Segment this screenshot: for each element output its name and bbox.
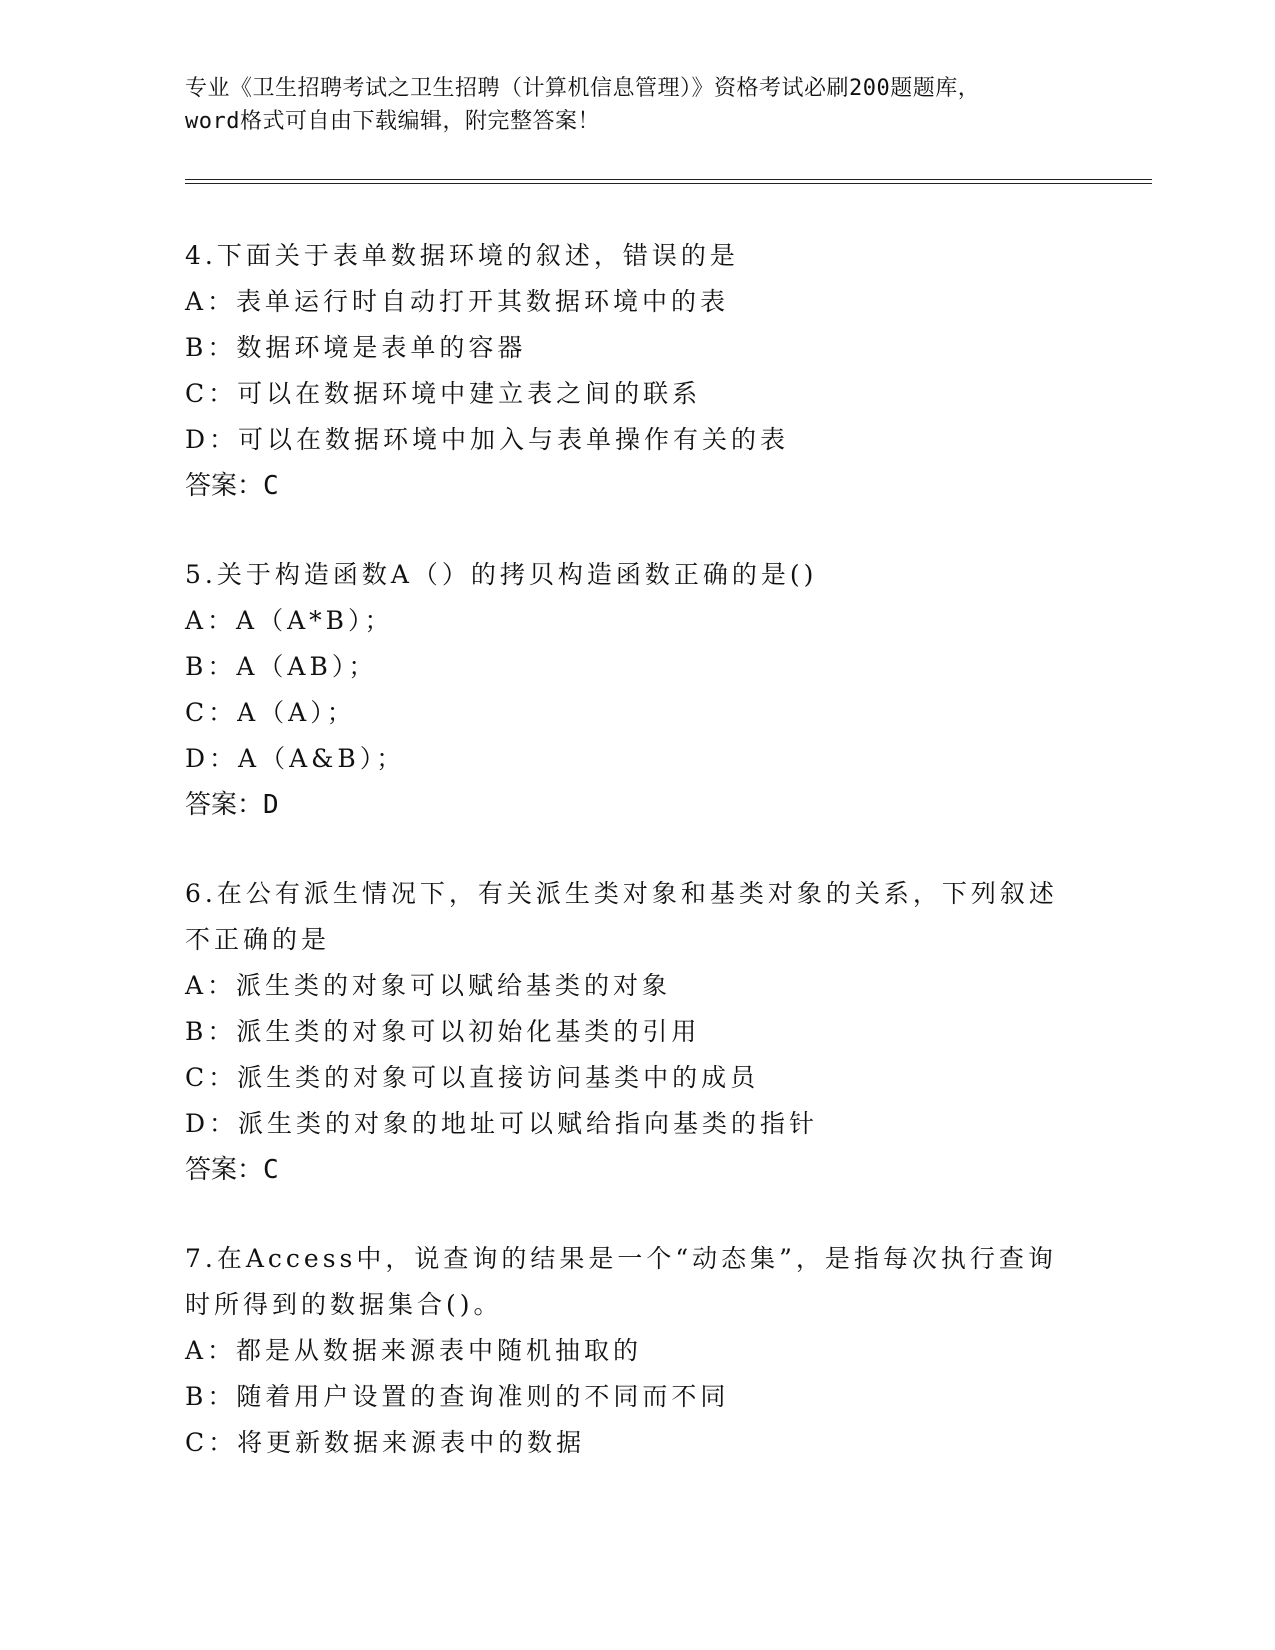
answer: 答案：C bbox=[185, 1155, 279, 1185]
option-b: B：派生类的对象可以初始化基类的引用 bbox=[185, 1017, 701, 1046]
question-stem: 4.下面关于表单数据环境的叙述，错误的是 bbox=[185, 241, 739, 270]
question-stem: 5.关于构造函数A（）的拷贝构造函数正确的是() bbox=[185, 560, 818, 589]
option-d: D：可以在数据环境中加入与表单操作有关的表 bbox=[185, 425, 790, 454]
option-c: C：派生类的对象可以直接访问基类中的成员 bbox=[185, 1063, 760, 1092]
header-divider-top bbox=[185, 179, 1152, 180]
option-a: A：A（A*B）； bbox=[185, 606, 394, 635]
option-a: A：都是从数据来源表中随机抽取的 bbox=[185, 1336, 643, 1365]
option-b: B：A（AB）； bbox=[185, 652, 378, 681]
option-b: B：数据环境是表单的容器 bbox=[185, 333, 527, 362]
question-6 bbox=[185, 871, 1085, 1193]
option-a: A：派生类的对象可以赋给基类的对象 bbox=[185, 971, 672, 1000]
option-d: D：A（A&B）； bbox=[185, 744, 406, 773]
document-header bbox=[185, 72, 1085, 138]
question-stem: 7.在Access中，说查询的结果是一个“动态集”，是指每次执行查询 bbox=[185, 1244, 1057, 1273]
option-c: C：A（A）； bbox=[185, 698, 356, 727]
answer: 答案：C bbox=[185, 471, 279, 501]
option-d: D：派生类的对象的地址可以赋给指向基类的指针 bbox=[185, 1109, 819, 1138]
header-line-2: word格式可自由下载编辑，附完整答案！ bbox=[185, 109, 600, 134]
question-stem: 6.在公有派生情况下，有关派生类对象和基类对象的关系，下列叙述 bbox=[185, 879, 1058, 908]
question-stem-continued: 不正确的是 bbox=[185, 925, 331, 954]
question-5 bbox=[185, 552, 1085, 828]
header-divider-bottom bbox=[185, 183, 1152, 184]
option-b: B：随着用户设置的查询准则的不同而不同 bbox=[185, 1382, 730, 1411]
question-7 bbox=[185, 1236, 1085, 1466]
question-stem-continued: 时所得到的数据集合()。 bbox=[185, 1290, 503, 1319]
answer: 答案：D bbox=[185, 790, 279, 820]
header-line-1: 专业《卫生招聘考试之卫生招聘（计算机信息管理）》资格考试必刷200题题库， bbox=[185, 76, 981, 101]
question-4 bbox=[185, 233, 1085, 509]
option-a: A：表单运行时自动打开其数据环境中的表 bbox=[185, 287, 730, 316]
option-c: C：可以在数据环境中建立表之间的联系 bbox=[185, 379, 702, 408]
option-c: C：将更新数据来源表中的数据 bbox=[185, 1428, 586, 1457]
